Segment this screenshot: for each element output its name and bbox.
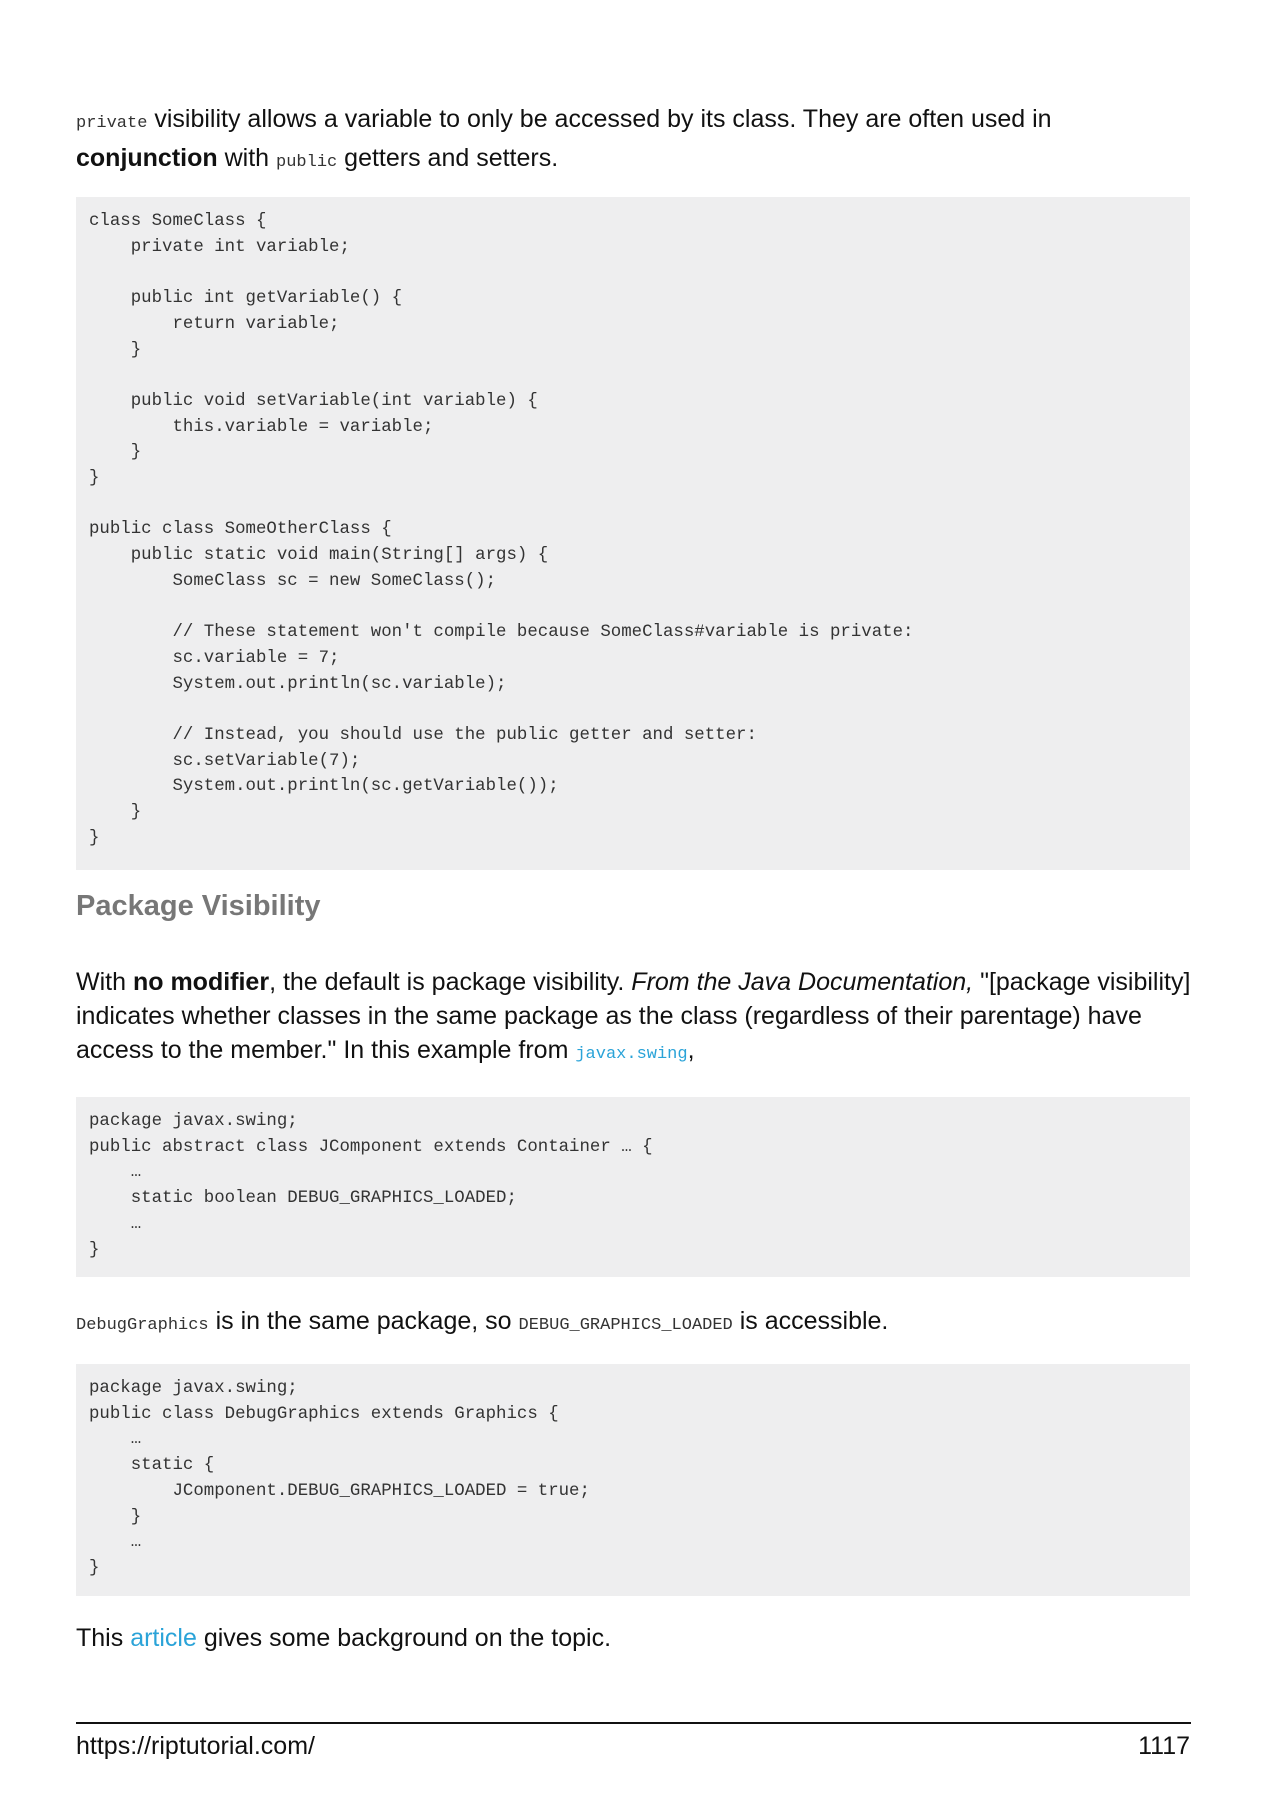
para2-text-b: , the default is package visibility. xyxy=(269,968,632,996)
code-block-jcomponent: package javax.swing; public abstract class JComponent extends Container … { … static boolean DEBUG_GRAPHICS_LOADED; … } xyxy=(76,1097,1190,1277)
para3-text-b: is accessible. xyxy=(732,1307,889,1335)
intro-text-c: getters and setters. xyxy=(337,144,559,172)
para4-text-a: This xyxy=(76,1624,131,1652)
article-paragraph xyxy=(76,1621,1196,1655)
code-block-someclass: class SomeClass { private int variable; public int getVariable() { return variable; } public void setVariable(int variable) { this.variable = variable; } } public class SomeOtherClass { public static void main(String[] args) { SomeClass sc = new SomeClass(); // These statement won't compile because SomeClass#variable is private: sc.variable = 7; System.out.println(sc.variable); // Instead, you should use the public getter and setter: sc.setVariable(7); System.out.println(sc.getVariable()); } } xyxy=(76,197,1190,870)
para4-text-b: gives some background on the topic. xyxy=(196,1624,612,1652)
inline-code-private: private xyxy=(76,114,148,133)
intro-text-a: visibility allows a variable to only be accessed by its class. They are often used in xyxy=(147,105,1052,133)
intro-bold-conjunction: conjunction xyxy=(76,144,218,172)
footer-divider xyxy=(76,1722,1191,1724)
article-link[interactable]: article xyxy=(130,1624,197,1652)
section-heading: Package Visibility xyxy=(76,890,321,922)
inline-code-public: public xyxy=(276,153,338,172)
para2-italic: From the Java Documentation, xyxy=(631,968,974,996)
inline-code-debuggraphics: DebugGraphics xyxy=(76,1316,209,1335)
footer-url: https://riptutorial.com/ xyxy=(76,1732,315,1760)
code-block-debuggraphics: package javax.swing; public class DebugGraphics extends Graphics { … static { JComponent.DEBUG_GRAPHICS_LOADED = true; } … } xyxy=(76,1364,1190,1596)
intro-text-b: with xyxy=(217,144,277,172)
para2-bold-no-modifier: no modifier xyxy=(132,968,270,996)
debuggraphics-paragraph xyxy=(76,1304,1196,1343)
para2-text-d: , xyxy=(687,1036,695,1064)
package-visibility-paragraph xyxy=(76,965,1196,1072)
intro-paragraph xyxy=(76,102,1196,180)
para2-text-c: "[package visibility] indicates whether classes in the same package as the class (regardless of their parentage) have access to the member." In this example from xyxy=(76,968,1191,1064)
para2-text-a: With xyxy=(76,968,133,996)
javax-swing-link[interactable]: javax.swing xyxy=(575,1045,688,1064)
footer-page-number: 1117 xyxy=(1138,1732,1190,1760)
inline-code-debug-graphics-loaded: DEBUG_GRAPHICS_LOADED xyxy=(518,1316,733,1335)
para3-text-a: is in the same package, so xyxy=(208,1307,519,1335)
